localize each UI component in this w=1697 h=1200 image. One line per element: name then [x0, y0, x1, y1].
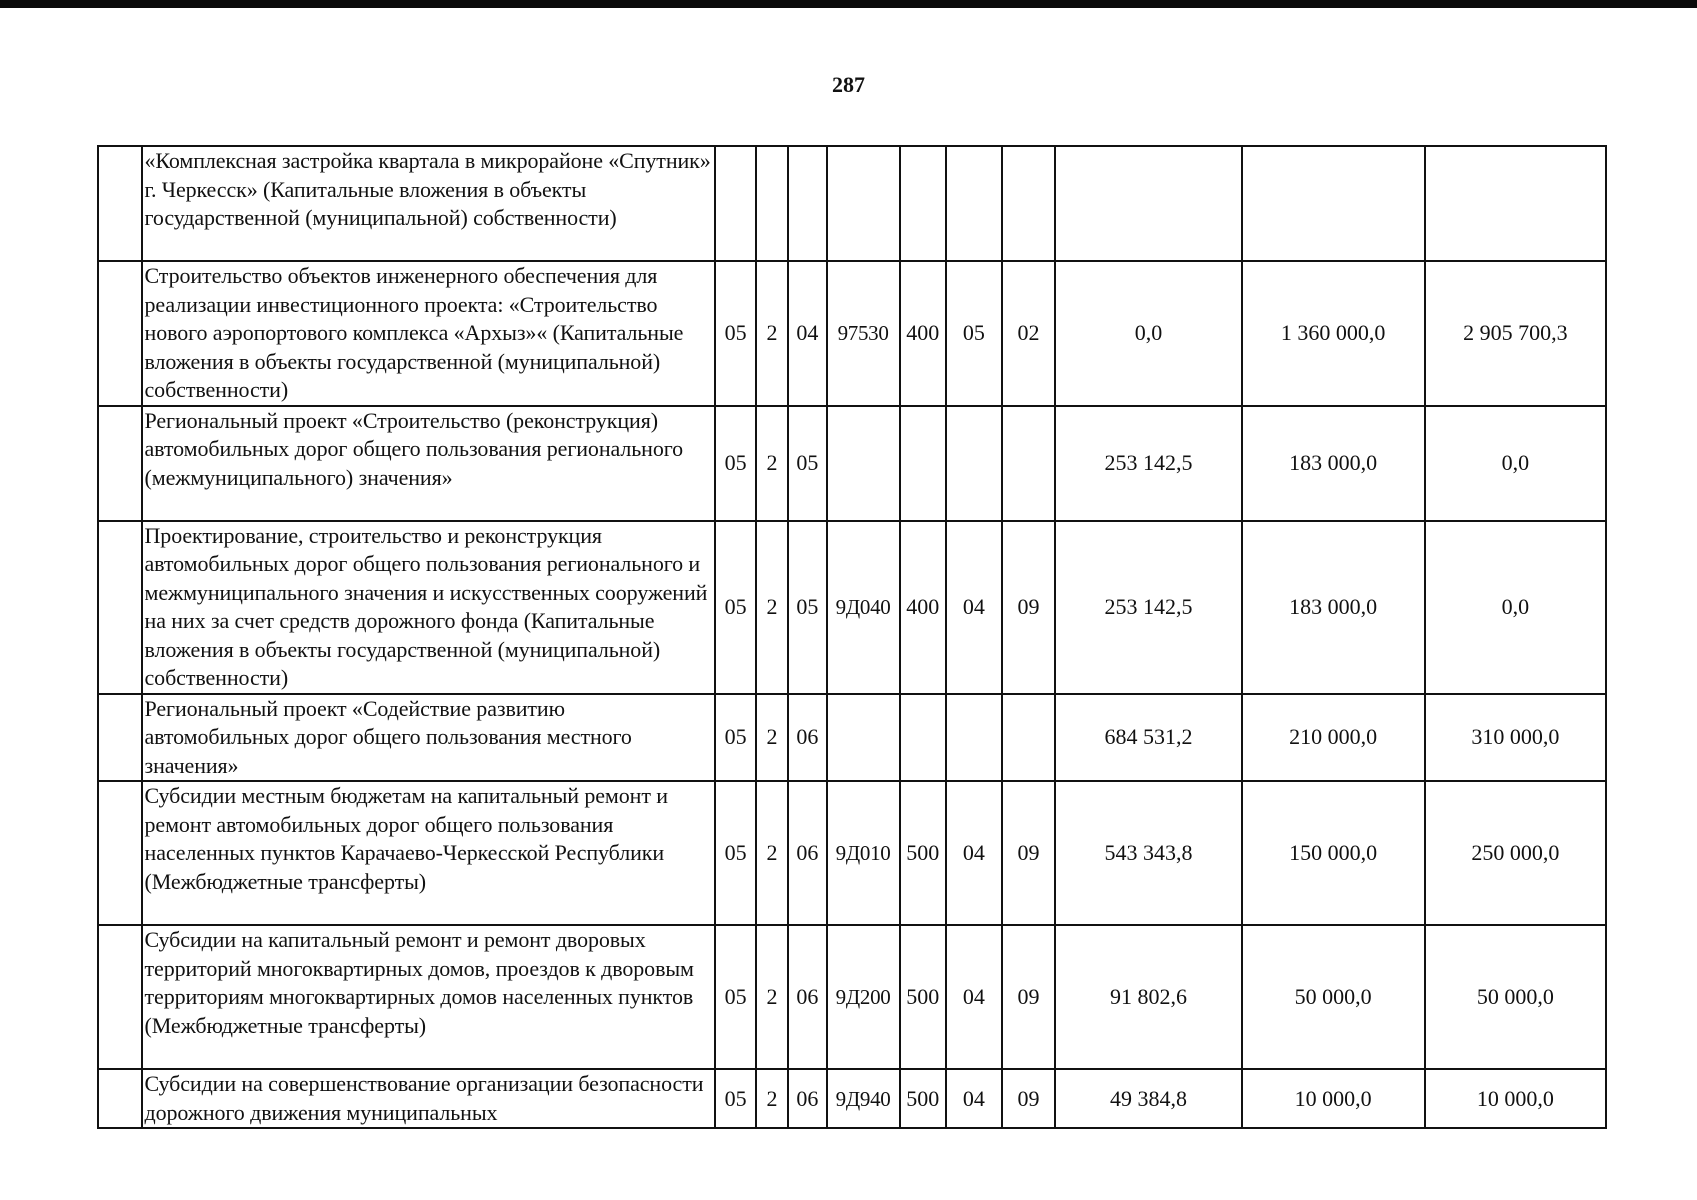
amount-cell: 250 000,0	[1425, 781, 1606, 925]
row-index-cell	[98, 925, 142, 1069]
code-cell	[827, 694, 900, 782]
amount-cell: 10 000,0	[1242, 1069, 1425, 1128]
code-cell: 9Д040	[827, 521, 900, 694]
code-cell: 2	[756, 781, 788, 925]
amount-cell: 684 531,2	[1055, 694, 1241, 782]
code-cell	[900, 146, 947, 261]
amount-cell	[1425, 146, 1606, 261]
code-cell	[946, 406, 1002, 521]
code-cell: 2	[756, 261, 788, 406]
code-cell: 2	[756, 406, 788, 521]
code-cell	[900, 694, 947, 782]
budget-table	[97, 145, 1607, 1129]
amount-cell	[1242, 146, 1425, 261]
table-row	[98, 146, 1606, 261]
amount-cell: 183 000,0	[1242, 521, 1425, 694]
code-cell: 500	[900, 1069, 947, 1128]
amount-cell: 50 000,0	[1242, 925, 1425, 1069]
item-name: Региональный проект «Содействие развитию автомобильных дорог общего пользования местного значения»	[142, 694, 716, 782]
amount-cell: 91 802,6	[1055, 925, 1241, 1069]
item-name: «Комплексная застройка квартала в микрорайоне «Спутник» г. Черкесск» (Капитальные вложения в объекты государственной (муниципальной) собственности)	[142, 146, 716, 261]
row-index-cell	[98, 146, 142, 261]
amount-cell: 49 384,8	[1055, 1069, 1241, 1128]
item-name: Субсидии на капитальный ремонт и ремонт дворовых территорий многоквартирных домов, проездов к дворовым территориям многоквартирных домов населенных пунктов (Межбюджетные трансферты)	[142, 925, 716, 1069]
item-name: Субсидии местным бюджетам на капитальный ремонт и ремонт автомобильных дорог общего пользования населенных пунктов Карачаево-Черкесской Республики (Межбюджетные трансферты)	[142, 781, 716, 925]
code-cell: 400	[900, 521, 947, 694]
code-cell: 05	[715, 694, 755, 782]
code-cell: 500	[900, 781, 947, 925]
code-cell: 04	[946, 1069, 1002, 1128]
row-index-cell	[98, 521, 142, 694]
code-cell: 04	[946, 925, 1002, 1069]
code-cell	[900, 406, 947, 521]
amount-cell: 253 142,5	[1055, 521, 1241, 694]
code-cell: 09	[1002, 925, 1056, 1069]
row-index-cell	[98, 781, 142, 925]
amount-cell: 0,0	[1425, 406, 1606, 521]
code-cell: 9Д940	[827, 1069, 900, 1128]
code-cell: 06	[788, 781, 826, 925]
code-cell: 05	[788, 406, 826, 521]
item-name: Региональный проект «Строительство (реконструкция) автомобильных дорог общего пользования регионального (межмуниципального) значения»	[142, 406, 716, 521]
table-row	[98, 1069, 1606, 1128]
code-cell: 05	[946, 261, 1002, 406]
code-cell: 05	[788, 521, 826, 694]
amount-cell: 210 000,0	[1242, 694, 1425, 782]
amount-cell: 2 905 700,3	[1425, 261, 1606, 406]
table-row	[98, 694, 1606, 782]
amount-cell: 50 000,0	[1425, 925, 1606, 1069]
scan-top-border	[0, 0, 1697, 8]
code-cell	[946, 694, 1002, 782]
code-cell: 09	[1002, 1069, 1056, 1128]
code-cell	[946, 146, 1002, 261]
amount-cell: 0,0	[1425, 521, 1606, 694]
code-cell	[827, 146, 900, 261]
row-index-cell	[98, 694, 142, 782]
code-cell: 06	[788, 1069, 826, 1128]
code-cell: 2	[756, 1069, 788, 1128]
table-row	[98, 261, 1606, 406]
amount-cell: 253 142,5	[1055, 406, 1241, 521]
code-cell	[788, 146, 826, 261]
amount-cell: 10 000,0	[1425, 1069, 1606, 1128]
code-cell: 05	[715, 261, 755, 406]
page-number: 287	[832, 72, 865, 97]
table-row	[98, 521, 1606, 694]
amount-cell: 150 000,0	[1242, 781, 1425, 925]
code-cell: 05	[715, 925, 755, 1069]
code-cell: 2	[756, 694, 788, 782]
code-cell: 04	[946, 781, 1002, 925]
code-cell: 06	[788, 694, 826, 782]
code-cell: 05	[715, 521, 755, 694]
table-row	[98, 406, 1606, 521]
amount-cell: 1 360 000,0	[1242, 261, 1425, 406]
code-cell	[1002, 406, 1056, 521]
code-cell: 04	[788, 261, 826, 406]
code-cell: 09	[1002, 781, 1056, 925]
table-row	[98, 925, 1606, 1069]
code-cell	[715, 146, 755, 261]
code-cell: 97530	[827, 261, 900, 406]
amount-cell: 0,0	[1055, 261, 1241, 406]
code-cell: 05	[715, 1069, 755, 1128]
amount-cell: 543 343,8	[1055, 781, 1241, 925]
row-index-cell	[98, 1069, 142, 1128]
code-cell: 9Д200	[827, 925, 900, 1069]
row-index-cell	[98, 261, 142, 406]
code-cell: 06	[788, 925, 826, 1069]
item-name: Проектирование, строительство и реконструкция автомобильных дорог общего пользования регионального и межмуниципального значения и искусственных сооружений на них за счет средств дорожного фонда (Капитальные вложения в объекты государственной (муниципальной) собственности)	[142, 521, 716, 694]
table-row	[98, 781, 1606, 925]
item-name: Субсидии на совершенствование организации безопасности дорожного движения муниципальных	[142, 1069, 716, 1128]
amount-cell	[1055, 146, 1241, 261]
code-cell: 2	[756, 925, 788, 1069]
code-cell: 04	[946, 521, 1002, 694]
code-cell: 09	[1002, 521, 1056, 694]
code-cell	[827, 406, 900, 521]
code-cell: 500	[900, 925, 947, 1069]
row-index-cell	[98, 406, 142, 521]
code-cell: 2	[756, 521, 788, 694]
code-cell	[1002, 146, 1056, 261]
code-cell: 9Д010	[827, 781, 900, 925]
code-cell	[1002, 694, 1056, 782]
item-name: Строительство объектов инженерного обеспечения для реализации инвестиционного проекта: «Строительство нового аэропортового комплекса «Архыз»« (Капитальные вложения в объекты государственной (муниципальной) собственности)	[142, 261, 716, 406]
code-cell: 400	[900, 261, 947, 406]
code-cell	[756, 146, 788, 261]
amount-cell: 310 000,0	[1425, 694, 1606, 782]
amount-cell: 183 000,0	[1242, 406, 1425, 521]
code-cell: 05	[715, 781, 755, 925]
code-cell: 05	[715, 406, 755, 521]
code-cell: 02	[1002, 261, 1056, 406]
